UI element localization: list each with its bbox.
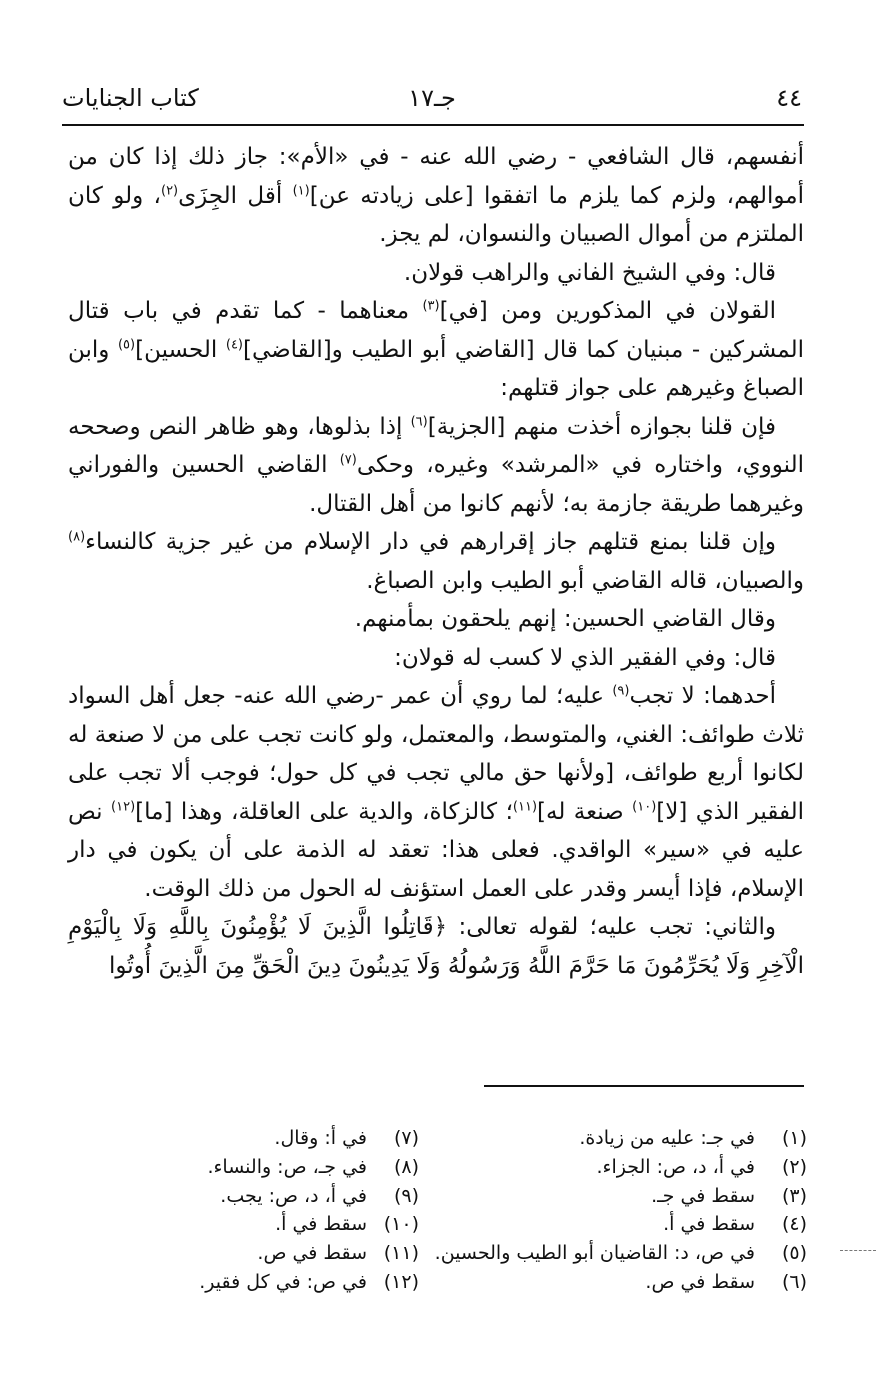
footnote-text: سقط في جـ. <box>651 1184 755 1207</box>
volume-number: جـ١٧ <box>408 84 456 112</box>
text-run: صنعة له] <box>537 798 633 825</box>
text-run: ، ولو كان الملتزم من أموال الصبيان والنسوان، لم يجز. <box>68 182 804 247</box>
footnote-text: في أ، د، ص: يجب. <box>220 1184 367 1207</box>
footnote-ref-5: (٥) <box>117 336 136 352</box>
footnote-ref-9: (٩) <box>612 683 630 699</box>
text-run: القاضي الحسين والفوراني وغيرهما طريقة جازمة به؛ لأنهم كانوا من أهل القتال. <box>68 452 804 517</box>
text-run: أنفسهم، قال الشافعي - رضي الله عنه - في «الأم»: جاز ذلك إذا كان من أموالهم، ولزم كما يلزم ما اتفقوا [على زيادته عن] <box>68 144 804 209</box>
footnote-text: في ص: في كل فقير. <box>199 1270 367 1293</box>
quran-verse: ﴿قَاتِلُوا الَّذِينَ لَا يُؤْمِنُونَ بِاللَّهِ وَلَا بِالْيَوْمِ الْآخِرِ وَلَا يُحَرِّمُونَ مَا حَرَّمَ اللَّهُ وَرَسُولُهُ وَلَا يَدِينُونَ دِينَ الْحَقِّ مِنَ الَّذِينَ أُوتُوا <box>68 914 804 979</box>
footnote-text: في أ: وقال. <box>274 1127 367 1149</box>
paragraph-5 <box>68 523 804 600</box>
footnote-number: (٨) <box>393 1155 419 1178</box>
footnote-item <box>39 1210 419 1239</box>
footnote-item <box>39 1182 419 1211</box>
scan-edge-mark <box>840 1250 876 1251</box>
footnote-item <box>427 1239 807 1268</box>
footnote-text: سقط في أ. <box>275 1213 367 1236</box>
footnotes-left-column <box>39 1124 419 1297</box>
footnote-item <box>427 1124 807 1153</box>
footnotes-right-column <box>427 1124 807 1297</box>
footnote-item <box>39 1124 419 1153</box>
text-run: والصبيان، قاله القاضي أبو الطيب وابن الصباغ. <box>366 567 804 594</box>
footnote-item <box>39 1239 419 1268</box>
text-run: أقل الجِزَى <box>178 182 293 209</box>
footnote-item <box>39 1153 419 1182</box>
footnote-number: (١٢) <box>383 1270 419 1293</box>
paragraph-6: وقال القاضي الحسين: إنهم يلحقون بمأمنهم. <box>354 606 776 632</box>
footnote-text: في جـ، ص: والنساء. <box>207 1155 367 1178</box>
footnote-number: (٤) <box>781 1213 807 1236</box>
paragraph-7: قال: وفي الفقير الذي لا كسب له قولان: <box>394 644 776 671</box>
footnote-item <box>427 1182 807 1211</box>
footnote-text: في ص، د: القاضيان أبو الطيب والحسين. <box>434 1242 755 1265</box>
footnote-number: (٧) <box>393 1127 419 1149</box>
footnote-number: (١٠) <box>383 1213 419 1236</box>
text-run: معناهما - كما تقدم في باب قتال المشركين - مبنيان كما قال [القاضي أبو الطيب و[القاضي] <box>68 298 805 363</box>
footnote-number: (٦) <box>781 1270 807 1293</box>
footnote-item <box>427 1268 807 1297</box>
footnote-ref-4: (٤) <box>225 336 243 352</box>
paragraph-3 <box>68 292 804 408</box>
footnote-text: في جـ: عليه من زيادة. <box>579 1127 755 1149</box>
paragraph-9 <box>68 908 804 985</box>
footnote-ref-1: (١) <box>292 182 310 198</box>
text-run: فإن قلنا بجوازه أخذت منهم [الجزية] <box>427 413 776 440</box>
paragraph-4 <box>68 408 804 524</box>
text-run: ؛ كالزكاة، والدية على العاقلة، وهذا [ما] <box>135 798 513 825</box>
text-run: والثاني: تجب عليه؛ لقوله تعالى: <box>447 914 776 940</box>
footnote-text: سقط في ص. <box>645 1270 755 1293</box>
footnote-item <box>427 1210 807 1239</box>
text-run: عليه؛ لما روي أن عمر -رضي الله عنه- جعل أهل السواد ثلاث طوائف: الغني، والمتوسط، والمعتمل، ولو كانت تجب على من لا صنعة له لكانوا أربع طوائف، [ولأنها حق مالي تجب في كل حول؛ فوجب ألا تجب على الفقير الذي [لا] <box>68 683 804 825</box>
footnote-number: (١) <box>781 1127 807 1149</box>
footnote-ref-11: (١١) <box>512 798 538 814</box>
main-text <box>68 138 804 985</box>
text-run: القولان في المذكورين ومن [في] <box>439 298 777 324</box>
footnote-item <box>427 1153 807 1182</box>
footnote-ref-2: (٢) <box>160 182 179 198</box>
footnote-number: (٢) <box>781 1155 807 1178</box>
footnote-number: (٣) <box>781 1184 807 1207</box>
paragraph-1 <box>68 138 804 254</box>
footnote-item <box>39 1268 419 1297</box>
running-header <box>62 78 802 122</box>
footnote-ref-12: (١٢) <box>111 798 136 814</box>
footnote-ref-8: (٨) <box>68 529 86 545</box>
paragraph-8 <box>68 677 804 908</box>
footnote-number: (١١) <box>383 1242 419 1265</box>
footnote-text: سقط في أ. <box>663 1213 755 1236</box>
footnote-number: (٥) <box>781 1242 807 1265</box>
paragraph-2: قال: وفي الشيخ الفاني والراهب قولان. <box>403 259 776 286</box>
footnote-number: (٩) <box>393 1184 419 1207</box>
text-run: وابن الصباغ وغيرهم على جواز قتلهم: <box>68 336 804 401</box>
footnote-rule <box>484 1085 804 1087</box>
header-rule <box>62 124 804 126</box>
text-run: نص عليه في «سير» الواقدي. فعلى هذا: تعقد له الذمة على أن يكون في دار الإسلام، فإذا أيسر وقدر على العمل استؤنف له الحول من ذلك الوقت. <box>68 798 804 902</box>
footnote-ref-10: (١٠) <box>632 798 657 814</box>
footnote-ref-3: (٣) <box>422 298 440 314</box>
footnote-text: سقط في ص. <box>257 1242 367 1265</box>
text-run: وإن قلنا بمنع قتلهم جاز إقرارهم في دار الإسلام من غير جزية كالنساء <box>85 529 776 555</box>
text-run: أحدهما: لا تجب <box>629 683 776 709</box>
footnote-ref-6: (٦) <box>410 413 428 429</box>
text-run: الحسين] <box>135 336 226 363</box>
footnote-text: في أ، د، ص: الجزاء. <box>596 1155 755 1178</box>
footnote-ref-7: (٧) <box>339 452 357 468</box>
page-number: ٤٤ <box>776 84 802 112</box>
text-run: إذا بذلوها، وهو ظاهر النص وصححه النووي، واختاره في «المرشد» وغيره، وحكى <box>68 413 804 478</box>
book-title: كتاب الجنايات <box>62 84 199 112</box>
